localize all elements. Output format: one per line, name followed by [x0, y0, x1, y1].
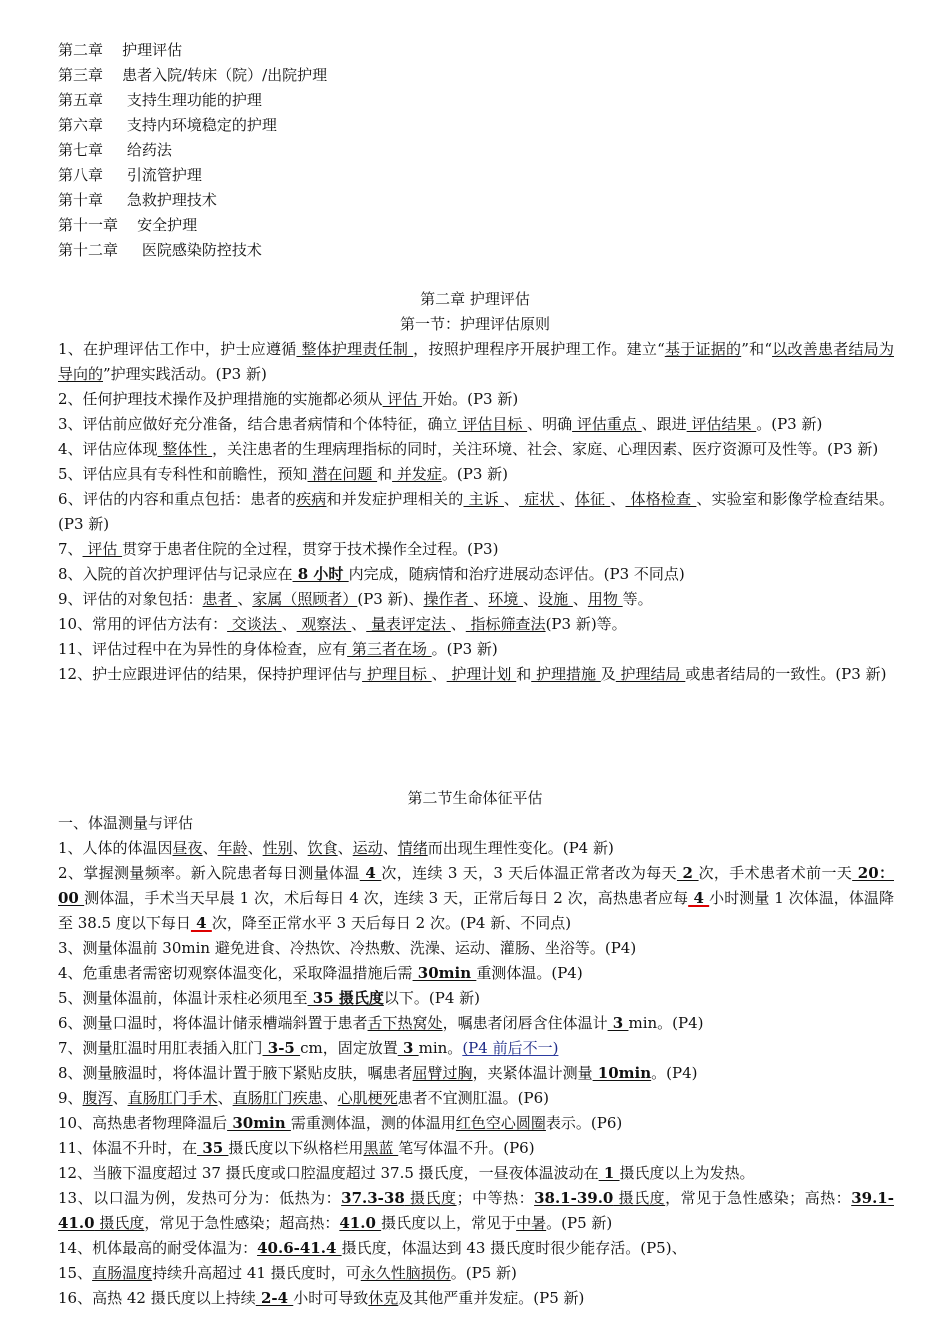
paragraph	[58, 1111, 894, 1136]
text: 9、	[58, 1089, 83, 1107]
blank-answer: 黑蓝	[363, 1139, 399, 1157]
blank-answer: 并发症	[392, 465, 442, 483]
paragraph	[58, 1036, 894, 1061]
text: ，常见于急性感染；高热：	[665, 1189, 852, 1207]
text: 、	[247, 839, 263, 857]
section-2-body	[58, 811, 894, 1311]
text: 次，连续 3 天，3 天后体温正常者改为每天	[381, 864, 677, 882]
text: 、	[473, 590, 489, 608]
text: 摄氏度以下纵格栏用	[228, 1139, 364, 1157]
blank-answer: 中暑	[516, 1214, 547, 1232]
text: 摄氏度，体温达到 43 摄氏度时很少能存活。(P5)、	[341, 1239, 687, 1257]
blank-answer: 护理措施	[531, 665, 601, 683]
blank-answer: 评估	[82, 540, 123, 558]
text: 、	[322, 1089, 338, 1107]
blank-answer: 40.6-41.4	[257, 1239, 342, 1257]
paragraph	[58, 387, 894, 412]
text: 。(P3 新)	[756, 415, 823, 433]
blank-answer: 4	[359, 864, 382, 882]
text: 6、评估的内容和重点包括：患者的	[58, 490, 297, 508]
text: 次，手术患者术前一天	[698, 864, 853, 882]
paragraph	[58, 1136, 894, 1161]
blank-answer: 评估	[382, 390, 423, 408]
text: 、	[382, 839, 398, 857]
text: 11、评估过程中在为异性的身体检查，应有	[58, 640, 348, 658]
text: 开始。(P3 新)	[422, 390, 519, 408]
blank-answer: 饮食	[307, 839, 338, 857]
text: 患者不宜测肛温。(P6)	[397, 1089, 549, 1107]
paragraph	[58, 1061, 894, 1086]
blank-answer: 10min	[592, 1064, 652, 1082]
blank-answer: 39.1-41.0	[58, 1189, 894, 1232]
paragraph	[58, 1286, 894, 1311]
text: (P3 新)等。	[545, 615, 627, 633]
blank-answer: 护理结局	[615, 665, 686, 683]
text: 表示。(P6)	[545, 1114, 623, 1132]
text: 而出现生理性变化。(P4 新)	[427, 839, 614, 857]
text: 次，降至正常水平 3 天后每日 2 次。(P4 新、不同点)	[211, 914, 572, 932]
blank-answer: 评估结果	[686, 415, 757, 433]
blank-answer: 观察法	[296, 615, 352, 633]
text: 。(P3 新)	[431, 640, 498, 658]
blank-answer: 30min	[227, 1114, 291, 1132]
text: 小时可导致	[293, 1289, 369, 1307]
text: 1、人体的体温因	[58, 839, 173, 857]
text: 需重测体温，测的体温用	[290, 1114, 456, 1132]
text: 1、在护理评估工作中，护士应遵循	[58, 340, 297, 358]
subheading: 一、体温测量与评估	[58, 814, 194, 832]
paragraph	[58, 1236, 894, 1261]
blank-answer: 屈臂过胸	[412, 1064, 473, 1082]
text: 和	[377, 465, 393, 483]
blank-answer: 评估目标	[457, 415, 528, 433]
text: 笔写体温不升。(P6)	[398, 1139, 535, 1157]
blank-answer: 指标筛查法	[465, 615, 546, 633]
text: ，嘱患者闭唇含住体温计	[442, 1014, 608, 1032]
text: ”护理实践活动。(P3 新)	[103, 365, 267, 383]
text: 7、测量肛温时用肛表插入肛门	[58, 1039, 263, 1057]
table-of-contents	[58, 38, 327, 263]
blank-answer: 3-5	[262, 1039, 301, 1057]
text: 、	[237, 590, 253, 608]
text: 11、体温不升时，在	[58, 1139, 198, 1157]
paragraph	[58, 861, 894, 936]
text: 、	[523, 590, 539, 608]
blank-answer: 护理目标	[362, 665, 432, 683]
text: 2、掌握测量频率。新入院患者每日测量体温	[58, 864, 360, 882]
text: 、	[610, 490, 626, 508]
text: 5、评估应具有专科性和前瞻性，预知	[58, 465, 308, 483]
text: 或患者结局的一致性。(P3 新)	[685, 665, 887, 683]
blank-answer: 8 小时	[292, 565, 349, 583]
text: ”和“	[741, 340, 773, 358]
blank-answer: 患者	[202, 590, 238, 608]
text: 5、测量体温前，体温计汞柱必须甩至	[58, 989, 308, 1007]
text: 及其他严重并发症。(P5 新)	[398, 1289, 585, 1307]
paragraph	[58, 1261, 894, 1286]
paragraph	[58, 637, 894, 662]
section-1-body	[58, 337, 894, 687]
text: 、	[351, 615, 367, 633]
text: min。	[418, 1039, 463, 1057]
toc-item: 第三章 患者入院/转床（院）/出院护理	[58, 66, 328, 84]
text: 4、危重患者需密切观察体温变化，采取降温措施后需	[58, 964, 413, 982]
toc-item: 第十章 急救护理技术	[58, 191, 217, 209]
paragraph	[58, 836, 894, 861]
blank-answer: 环境	[488, 590, 524, 608]
text: 内完成，随病情和治疗进展动态评估。(P3 不同点)	[348, 565, 685, 583]
text: (P3 新)、	[357, 590, 424, 608]
paragraph	[58, 612, 894, 637]
blank-answer: 评估重点	[572, 415, 642, 433]
toc-item: 第十一章 安全护理	[58, 216, 198, 234]
blank-answer: 舌下热窝处	[367, 1014, 443, 1032]
blank-answer: 摄氏度	[613, 1189, 666, 1207]
blank-answer-red: 4	[190, 914, 212, 932]
text: 。(P5 新)	[450, 1264, 517, 1282]
paragraph	[58, 487, 894, 537]
text: 、	[281, 615, 297, 633]
blank-answer: 直肠肛门手术	[127, 1089, 218, 1107]
text: 、	[217, 1089, 233, 1107]
chapter-title: 第二章 护理评估	[420, 290, 530, 308]
text: 4、评估应体现	[58, 440, 158, 458]
toc-item: 第七章 给药法	[58, 141, 172, 159]
text: 、	[112, 1089, 128, 1107]
blank-answer: 37.3-38	[341, 1189, 405, 1207]
text: 、	[559, 490, 575, 508]
blank-answer: 护理计划	[446, 665, 517, 683]
blank-answer: 体格检查	[625, 490, 697, 508]
paragraph: 3、测量体温前 30min 避免进食、冷热饮、冷热敷、洗澡、运动、灌肠、坐浴等。(P4)	[58, 939, 637, 957]
blank-answer: 整体性	[157, 440, 213, 458]
text: 2、任何护理技术操作及护理措施的实施都必须从	[58, 390, 383, 408]
blank-answer: 性别	[262, 839, 293, 857]
text: 10、常用的评估方法有：	[58, 615, 228, 633]
text: 测体温，手术当天早晨 1 次，术后每日 4 次，连续 3 天，正常后每日 2 次，高热患者应每	[84, 889, 689, 907]
blank-answer: 体征	[574, 490, 611, 508]
blank-answer: 症状	[519, 490, 560, 508]
toc-item: 第二章 护理评估	[58, 41, 183, 59]
paragraph	[58, 462, 894, 487]
text: 和	[516, 665, 532, 683]
section-title: 第二节生命体征平估	[407, 789, 543, 807]
paragraph	[58, 587, 894, 612]
text: cm，固定放置	[300, 1039, 398, 1057]
text: ，按照护理程序开展护理工作。建立“	[413, 340, 665, 358]
text: 及	[600, 665, 616, 683]
paragraph	[58, 1086, 894, 1111]
text: 。(P4)	[651, 1064, 698, 1082]
paragraph	[58, 562, 894, 587]
blank-answer: 情绪	[397, 839, 428, 857]
text: 。(P5 新)	[546, 1214, 613, 1232]
text: 12、护士应跟进评估的结果，保持护理评估与	[58, 665, 363, 683]
paragraph	[58, 1161, 894, 1186]
text: 、明确	[527, 415, 573, 433]
text: 、	[572, 590, 588, 608]
text: 、	[337, 839, 353, 857]
text: 10、高热患者物理降温后	[58, 1114, 228, 1132]
section-title: 第一节：护理评估原则	[399, 315, 550, 333]
blank-answer: 年龄	[217, 839, 248, 857]
text: 16、高热 42 摄氏度以上持续	[58, 1289, 256, 1307]
paragraph	[58, 337, 894, 387]
text: 摄氏度以上，常见于	[381, 1214, 517, 1232]
blank-answer: 摄氏度	[404, 1189, 457, 1207]
paragraph	[58, 537, 894, 562]
text: 、	[431, 665, 447, 683]
blank-answer: 20：00	[58, 864, 894, 907]
text: 。(P3 新)	[441, 465, 508, 483]
text: 、	[450, 615, 466, 633]
blank-answer: 用物	[587, 590, 623, 608]
blank-answer: 交谈法	[227, 615, 282, 633]
blank-answer: 基于证据的	[664, 340, 742, 358]
blank-answer: 41.0	[339, 1214, 382, 1232]
blank-answer: 3	[607, 1014, 629, 1032]
text: ，关注患者的生理病理指标的同时，关注环境、社会、家庭、心理因素、医疗资源可及性等。(P3 新)	[212, 440, 879, 458]
text: 贯穿于患者住院的全过程，贯穿于技术操作全过程。(P3)	[122, 540, 499, 558]
blank-answer: 摄氏度	[94, 1214, 145, 1232]
text: 以下。(P4 新)	[383, 989, 480, 1007]
paragraph	[58, 412, 894, 437]
paragraph	[58, 437, 894, 462]
blank-answer: 1	[598, 1164, 620, 1182]
blank-answer: 35	[197, 1139, 229, 1157]
text: 、	[202, 839, 218, 857]
text: 15、	[58, 1264, 93, 1282]
text: 持续升高超过 41 摄氏度时，可	[152, 1264, 361, 1282]
blank-answer: 主诉	[463, 490, 504, 508]
toc-item: 第十二章 医院感染防控技术	[58, 241, 262, 259]
blank-answer: 家属（照顾者）	[252, 590, 358, 608]
blank-answer: 操作者	[423, 590, 474, 608]
blank-answer: 疾病	[296, 490, 327, 508]
blank-answer: 红色空心圆圈	[455, 1114, 546, 1132]
blank-answer: 3	[397, 1039, 419, 1057]
blank-answer: 35 摄氏度	[307, 989, 384, 1007]
paragraph	[58, 986, 894, 1011]
text: 、跟进	[641, 415, 687, 433]
toc-item: 第八章 引流管护理	[58, 166, 202, 184]
text: ，常见于急性感染；超高热：	[144, 1214, 340, 1232]
blank-answer: 直肠温度	[92, 1264, 153, 1282]
text: 8、测量腋温时，将体温计置于腋下紧贴皮肤，嘱患者	[58, 1064, 413, 1082]
text: 8、入院的首次护理评估与记录应在	[58, 565, 293, 583]
text: 重测体温。(P4)	[476, 964, 583, 982]
blank-answer: 30min	[412, 964, 477, 982]
paragraph	[58, 662, 894, 687]
blank-answer: 38.1-39.0	[534, 1189, 614, 1207]
text: 和并发症护理相关的	[326, 490, 464, 508]
text: 、实验室和影像学检查结果。(P3 新)	[58, 490, 894, 533]
note-blue: (P4 前后不一)	[462, 1039, 559, 1057]
text: min。(P4)	[628, 1014, 704, 1032]
text: 摄氏度以上为发热。	[619, 1164, 755, 1182]
blank-answer: 运动	[352, 839, 383, 857]
blank-answer: 昼夜	[172, 839, 203, 857]
text: ；中等热：	[456, 1189, 535, 1207]
blank-answer: 量表评定法	[366, 615, 451, 633]
blank-answer: 永久性脑损伤	[360, 1264, 451, 1282]
text: ，夹紧体温计测量	[472, 1064, 593, 1082]
text: 、	[292, 839, 308, 857]
blank-answer: 直肠肛门疾患	[232, 1089, 323, 1107]
blank-answer: 以改善患者结局为导向的	[58, 340, 894, 383]
text: 6、测量口温时，将体温计储汞槽端斜置于患者	[58, 1014, 368, 1032]
text: 9、评估的对象包括：	[58, 590, 203, 608]
blank-answer: 设施	[538, 590, 573, 608]
text: 13、以口温为例，发热可分为：低热为：	[58, 1189, 342, 1207]
paragraph	[58, 1186, 894, 1236]
text: 14、机体最高的耐受体温为：	[58, 1239, 258, 1257]
text: 、	[503, 490, 520, 508]
blank-answer-red: 4	[688, 889, 710, 907]
toc-item: 第五章 支持生理功能的护理	[58, 91, 262, 109]
blank-answer: 2	[676, 864, 699, 882]
paragraph	[58, 961, 894, 986]
blank-answer: 整体护理责任制	[296, 340, 414, 358]
text: 7、	[58, 540, 83, 558]
toc-item: 第六章 支持内环境稳定的护理	[58, 116, 277, 134]
blank-answer: 休克	[368, 1289, 399, 1307]
blank-answer: 心肌梗死	[337, 1089, 398, 1107]
paragraph	[58, 1011, 894, 1036]
text: 等。	[622, 590, 653, 608]
blank-answer: 潜在问题	[307, 465, 378, 483]
text: 12、当腋下温度超过 37 摄氏度或口腔温度超过 37.5 摄氏度，一昼夜体温波动在	[58, 1164, 599, 1182]
text: 小时测量 1 次体温，体温降至 38.5 度以下每日	[58, 889, 894, 932]
blank-answer: 第三者在场	[347, 640, 432, 658]
blank-answer: 腹泻	[82, 1089, 113, 1107]
blank-answer: 2-4	[255, 1289, 294, 1307]
text: 3、评估前应做好充分准备，结合患者病情和个体特征，确立	[58, 415, 458, 433]
